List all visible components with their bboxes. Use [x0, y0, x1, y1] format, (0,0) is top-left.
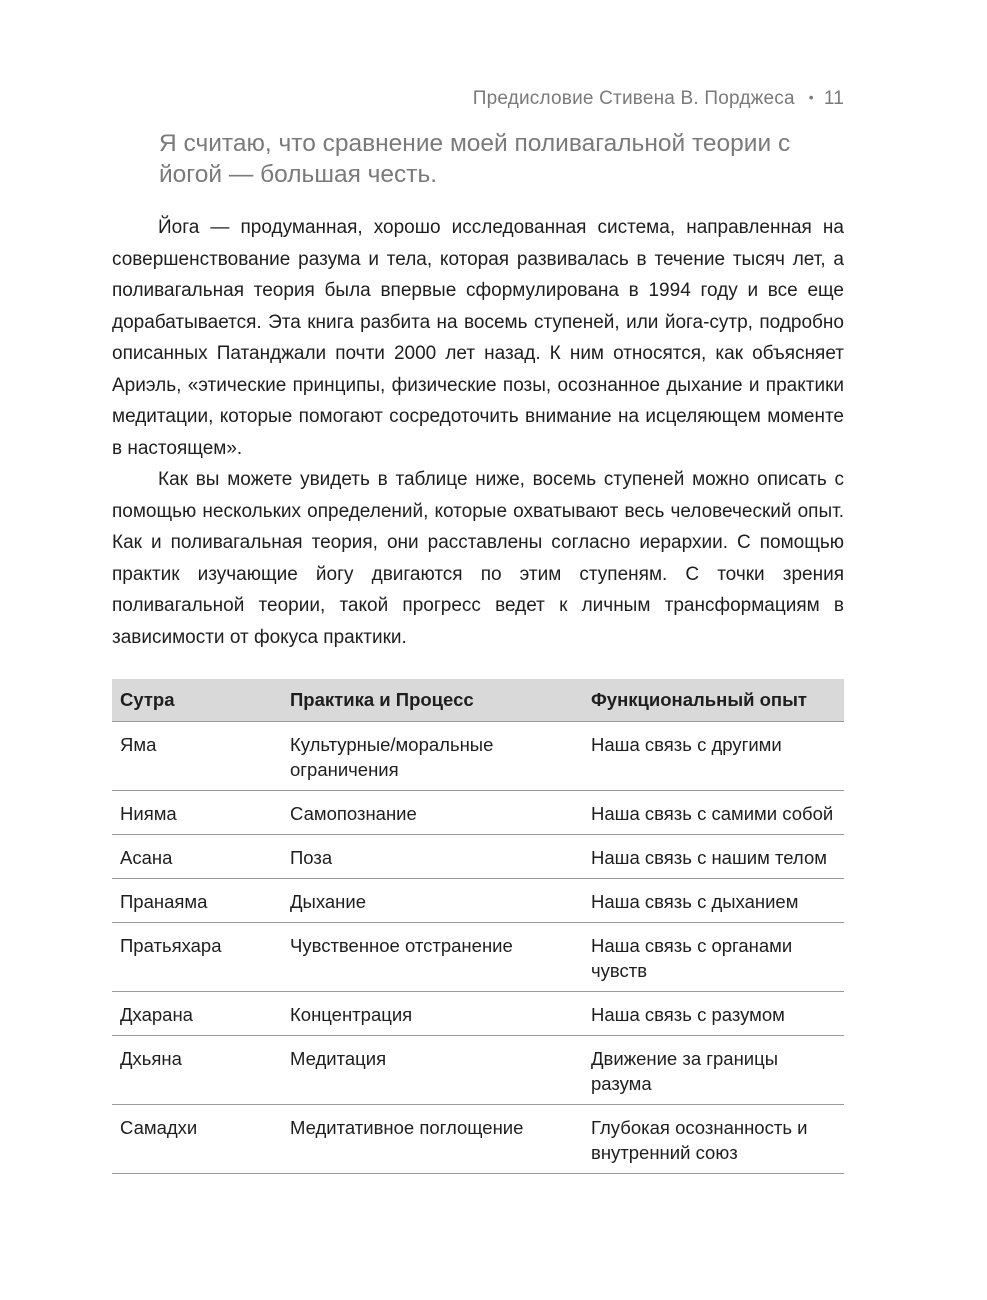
table-row	[112, 722, 844, 791]
cell-practice: Концентрация	[282, 992, 583, 1036]
cell-experience: Наша связь с нашим телом	[583, 835, 844, 879]
page-number: 11	[823, 88, 844, 109]
cell-sutra: Дхьяна	[112, 1036, 282, 1105]
cell-sutra: Пратьяхара	[112, 923, 282, 992]
cell-practice: Медитация	[282, 1036, 583, 1105]
sutra-table	[112, 679, 844, 1174]
cell-experience: Наша связь с разумом	[583, 992, 844, 1036]
body-text	[112, 212, 844, 653]
table-row	[112, 923, 844, 992]
column-header-sutra: Сутра	[112, 679, 282, 722]
cell-sutra: Асана	[112, 835, 282, 879]
table-row	[112, 1105, 844, 1174]
cell-sutra: Дхарана	[112, 992, 282, 1036]
table-row	[112, 1036, 844, 1105]
cell-sutra: Самадхи	[112, 1105, 282, 1174]
cell-practice: Дыхание	[282, 879, 583, 923]
cell-experience: Наша связь с органами чувств	[583, 923, 844, 992]
column-header-experience: Функциональный опыт	[583, 679, 844, 722]
cell-practice: Самопознание	[282, 791, 583, 835]
table-header-row	[112, 679, 844, 722]
pull-quote: Я считаю, что сравнение моей поливагальной теории с йогой — большая честь.	[159, 130, 791, 188]
cell-practice: Медитативное поглощение	[282, 1105, 583, 1174]
running-header	[473, 88, 844, 110]
table-row	[112, 791, 844, 835]
cell-experience: Движение за границы разума	[583, 1036, 844, 1105]
table-row	[112, 992, 844, 1036]
cell-experience: Наша связь с самими собой	[583, 791, 844, 835]
running-title: Предисловие Стивена В. Порджеса	[472, 88, 795, 109]
cell-experience: Глубокая осознанность и внутренний союз	[583, 1105, 844, 1174]
column-header-practice: Практика и Процесс	[282, 679, 583, 722]
cell-sutra: Пранаяма	[112, 879, 282, 923]
cell-experience: Наша связь с дыханием	[583, 879, 844, 923]
table-row	[112, 879, 844, 923]
cell-practice: Чувственное отстранение	[282, 923, 583, 992]
cell-experience: Наша связь с другими	[583, 722, 844, 791]
paragraph: Йога — продуманная, хорошо исследованная система, направленная на совершенствование разума и тела, которая развивалась в течение тысяч лет, а поливагальная теория была впервые сформулирована в 1994 году и все еще дорабатывается. Эта книга разбита на восемь ступеней, или йога-сутр, подробно описанных Патанджали почти 2000 лет назад. К ним относятся, как объясняет Ариэль, «этические принципы, физические позы, осознанное дыхание и практики медитации, которые помогают сосредоточить внимание на исцеляющем моменте в настоящем».	[112, 217, 844, 459]
cell-sutra: Яма	[112, 722, 282, 791]
separator-dot: •	[808, 89, 814, 105]
cell-practice: Поза	[282, 835, 583, 879]
cell-sutra: Нияма	[112, 791, 282, 835]
table-row	[112, 835, 844, 879]
paragraph: Как вы можете увидеть в таблице ниже, восемь ступеней можно описать с помощью нескольких определений, которые охватывают весь человеческий опыт. Как и поливагальная теория, они расставлены согласно иерархии. С помощью практик изучающие йогу двигаются по этим ступеням. С точки зрения поливагальной теории, такой прогресс ведет к личным трансформациям в зависимости от фокуса практики.	[112, 469, 844, 648]
cell-practice: Культурные/моральные ограничения	[282, 722, 583, 791]
